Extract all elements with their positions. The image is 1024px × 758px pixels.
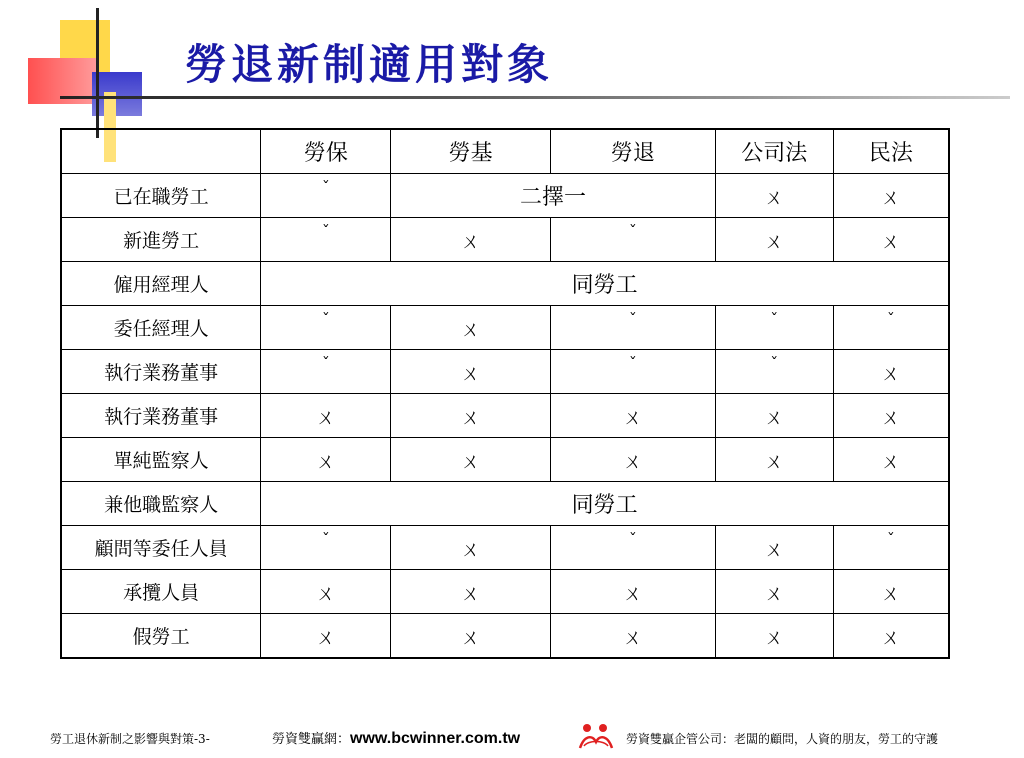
cell-civil: ㄨ <box>833 350 949 394</box>
slide-title: 勞退新制適用對象 <box>185 40 554 89</box>
cell-insurance: ㄨ <box>261 614 391 659</box>
footer-slogan: 勞資雙贏企管公司：老闆的顧問，人資的朋友，勞工的守護 <box>626 732 939 746</box>
footer-site-label: 勞資雙贏網： <box>272 732 351 747</box>
header-labor-standards: 勞基 <box>391 129 551 174</box>
cell-civil <box>833 526 949 570</box>
cell-pension: ㄨ <box>551 438 716 482</box>
cell-company: ㄨ <box>715 526 833 570</box>
header-company-law: 公司法 <box>715 129 833 174</box>
row-label: 顧問等委任人員 <box>61 526 261 570</box>
cell-insurance <box>261 174 391 218</box>
table-row <box>61 306 949 350</box>
table-body <box>61 174 949 659</box>
table-row <box>61 614 949 659</box>
row-label: 承攬人員 <box>61 570 261 614</box>
cell-civil: ㄨ <box>833 614 949 659</box>
check-mark: ˇ <box>321 310 330 329</box>
header-civil-law: 民法 <box>833 129 949 174</box>
cell-standards: ㄨ <box>391 614 551 659</box>
check-mark: ˇ <box>770 310 779 329</box>
check-mark: ˇ <box>321 530 330 549</box>
cell-company <box>715 350 833 394</box>
cell-pension <box>551 526 716 570</box>
table-row <box>61 262 949 306</box>
header-labor-pension: 勞退 <box>551 129 716 174</box>
cell-company: ㄨ <box>715 394 833 438</box>
cell-standards: ㄨ <box>391 570 551 614</box>
cell-civil: ㄨ <box>833 438 949 482</box>
cell-insurance: ㄨ <box>261 438 391 482</box>
table-row <box>61 482 949 526</box>
cell-pension <box>551 306 716 350</box>
footer-page-caption: 勞工退休新制之影響與對策-3- <box>50 732 210 746</box>
footer-site <box>272 728 520 748</box>
decor-blue-square <box>92 72 142 116</box>
check-mark: ˇ <box>886 310 895 329</box>
applicability-table <box>60 128 950 659</box>
cell-standards: ㄨ <box>391 526 551 570</box>
cell-pension <box>551 218 716 262</box>
row-label: 兼他職監察人 <box>61 482 261 526</box>
cell-company: ㄨ <box>715 438 833 482</box>
cell-merged-all: 同勞工 <box>261 262 949 306</box>
cell-company: ㄨ <box>715 218 833 262</box>
header-labor-insurance: 勞保 <box>261 129 391 174</box>
cell-insurance <box>261 350 391 394</box>
header-blank <box>61 129 261 174</box>
table-row <box>61 526 949 570</box>
table-header-row <box>61 129 949 174</box>
check-mark: ˇ <box>321 222 330 241</box>
cell-pension <box>551 350 716 394</box>
company-logo-icon <box>574 722 618 750</box>
footer-site-link[interactable]: www.bcwinner.com.tw <box>350 730 521 747</box>
cell-pension: ㄨ <box>551 394 716 438</box>
check-mark: ˇ <box>628 530 637 549</box>
row-label: 委任經理人 <box>61 306 261 350</box>
cell-insurance <box>261 306 391 350</box>
cell-civil: ㄨ <box>833 218 949 262</box>
cell-civil: ㄨ <box>833 174 949 218</box>
cell-merged-all: 同勞工 <box>261 482 949 526</box>
table-row <box>61 570 949 614</box>
cell-merged: 二擇一 <box>391 174 715 218</box>
row-label: 假勞工 <box>61 614 261 659</box>
table-row <box>61 394 949 438</box>
cell-pension: ㄨ <box>551 570 716 614</box>
cell-insurance <box>261 526 391 570</box>
cell-pension: ㄨ <box>551 614 716 659</box>
cell-standards: ㄨ <box>391 438 551 482</box>
cell-standards: ㄨ <box>391 350 551 394</box>
table-row <box>61 350 949 394</box>
title-underline <box>60 96 1010 99</box>
cell-standards: ㄨ <box>391 394 551 438</box>
check-mark: ˇ <box>628 354 637 373</box>
check-mark: ˇ <box>321 354 330 373</box>
table-row <box>61 218 949 262</box>
check-mark: ˇ <box>770 354 779 373</box>
cell-civil: ㄨ <box>833 394 949 438</box>
cell-company <box>715 306 833 350</box>
row-label: 僱用經理人 <box>61 262 261 306</box>
cell-insurance: ㄨ <box>261 394 391 438</box>
cell-company: ㄨ <box>715 570 833 614</box>
cell-insurance <box>261 218 391 262</box>
decor-vertical-line <box>96 8 99 138</box>
row-label: 已在職勞工 <box>61 174 261 218</box>
check-mark: ˇ <box>321 178 330 197</box>
check-mark: ˇ <box>628 310 637 329</box>
row-label: 新進勞工 <box>61 218 261 262</box>
cell-company: ㄨ <box>715 614 833 659</box>
cell-company: ㄨ <box>715 174 833 218</box>
cell-civil: ㄨ <box>833 570 949 614</box>
slide-footer <box>0 722 1024 752</box>
check-mark: ˇ <box>628 222 637 241</box>
cell-standards: ㄨ <box>391 306 551 350</box>
table-row <box>61 174 949 218</box>
row-label: 執行業務董事 <box>61 350 261 394</box>
table-row <box>61 438 949 482</box>
row-label: 執行業務董事 <box>61 394 261 438</box>
cell-standards: ㄨ <box>391 218 551 262</box>
row-label: 單純監察人 <box>61 438 261 482</box>
cell-insurance: ㄨ <box>261 570 391 614</box>
cell-civil <box>833 306 949 350</box>
check-mark: ˇ <box>886 530 895 549</box>
